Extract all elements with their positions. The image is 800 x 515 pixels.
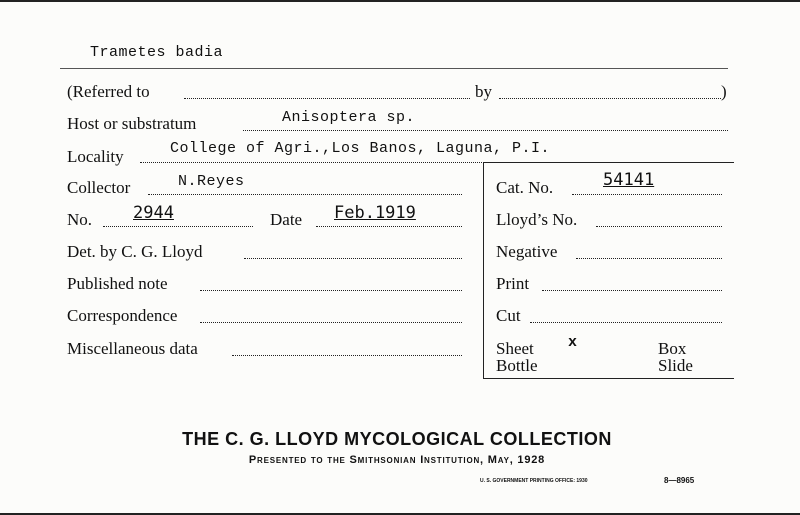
sheet-mark: x	[568, 334, 578, 351]
sheet-label: Sheet	[496, 339, 534, 358]
close-paren: )	[721, 82, 727, 101]
collection-subtitle: Presented to the Smithsonian Institution, May, 1928	[248, 454, 546, 466]
by-line	[499, 98, 721, 99]
no-label: No.	[67, 210, 93, 229]
host-line	[243, 130, 728, 131]
locality-value: College of Agri.,Los Banos, Laguna, P.I.	[170, 140, 551, 157]
box-label: Box	[658, 339, 687, 358]
lloyds-no-label: Lloyd’s No.	[496, 210, 578, 229]
number-line	[103, 226, 253, 227]
print-label: Print	[496, 274, 530, 293]
by-label: by	[475, 82, 492, 101]
print-line	[542, 290, 722, 291]
referred-to-label: (Referred to	[67, 82, 150, 101]
specimen-name: Trametes badia	[90, 44, 224, 61]
collection-title: THE C. G. LLOYD MYCOLOGICAL COLLECTION	[182, 429, 612, 449]
cat-no-value: 54141	[603, 170, 655, 190]
date-line	[316, 226, 462, 227]
collector-label: Collector	[67, 178, 131, 197]
slide-label: Slide	[658, 356, 693, 375]
negative-label: Negative	[496, 242, 558, 261]
number-value: 2944	[133, 203, 174, 223]
referred-to-line	[184, 98, 470, 99]
negative-line	[576, 258, 722, 259]
cut-label: Cut	[496, 306, 521, 325]
host-label: Host or substratum	[67, 114, 197, 133]
locality-label: Locality	[67, 147, 124, 166]
published-note-line	[200, 290, 462, 291]
published-note-label: Published note	[67, 274, 168, 293]
misc-label: Miscellaneous data	[67, 339, 198, 358]
date-value: Feb.1919	[334, 203, 416, 223]
correspondence-label: Correspondence	[67, 306, 178, 325]
det-by-label: Det. by C. G. Lloyd	[67, 242, 203, 261]
cat-no-line	[572, 194, 722, 195]
date-label: Date	[270, 210, 303, 229]
collector-line	[148, 194, 462, 195]
cut-line	[530, 322, 722, 323]
name-underline	[60, 68, 728, 69]
correspondence-line	[200, 322, 462, 323]
lloyds-no-line	[596, 226, 722, 227]
form-code: 8—8965	[664, 476, 695, 485]
bottle-label: Bottle	[496, 356, 538, 375]
collector-value: N.Reyes	[178, 173, 245, 190]
det-by-line	[244, 258, 462, 259]
misc-line	[232, 355, 462, 356]
host-value: Anisoptera sp.	[282, 109, 416, 126]
cat-no-label: Cat. No.	[496, 178, 554, 197]
printing-office-note: U. S. GOVERNMENT PRINTING OFFICE: 1930	[480, 478, 588, 484]
